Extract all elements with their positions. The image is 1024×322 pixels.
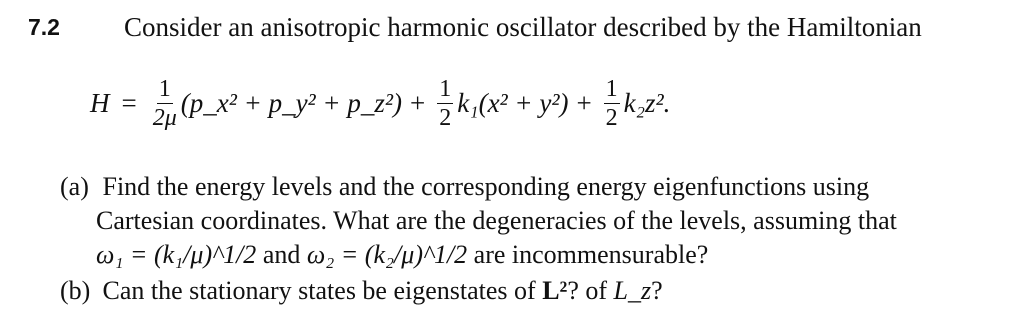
fraction-denominator: 2 [605,105,618,132]
part-b-line [60,276,663,306]
hamiltonian-equation [90,76,670,132]
part-b-text-lead: Can the stationary states be eigenstates of [102,276,536,305]
fraction-one-half [604,76,620,132]
part-b-label: (b) [60,276,91,305]
axial-potential-term: k₂z². [623,88,671,119]
fraction-one-over-two-mu [153,76,177,132]
plus-sign: + [576,88,592,119]
problem-intro: Consider an anisotropic harmonic oscillator described by the Hamiltonian [124,12,922,42]
transverse-potential-term: k₁(x² + y²) [457,88,569,119]
equals-sign: = [121,88,137,119]
fraction-numerator: 1 [437,76,453,104]
fraction-numerator: 1 [604,76,620,104]
equation-lhs: H [90,88,110,119]
plus-sign: + [409,88,426,119]
conjunction: and [262,240,301,269]
angular-momentum-z: L_z [613,276,652,305]
omega-two-definition: ω₂ = (k₂/μ)^1/2 [306,240,468,269]
fraction-denominator: 2μ [152,105,177,132]
momentum-term: (p_x² + p_y² + p_z²) [180,88,402,119]
part-b-text-tail: ? [651,276,663,305]
part-a-line-1 [60,172,869,202]
angular-momentum-squared: L² [542,276,568,305]
fraction-numerator: 1 [157,76,173,104]
part-b-text-mid: ? of [567,276,608,305]
part-a-question-tail: are incommensurable? [473,240,709,269]
part-a-text: Find the energy levels and the corresponding energy eigenfunctions using [102,172,870,201]
fraction-one-half [437,76,453,132]
omega-one-definition: ω₁ = (k₁/μ)^1/2 [96,240,257,269]
part-a-line-3 [96,240,708,270]
part-a-line-2: Cartesian coordinates. What are the degeneracies of the levels, assuming that [96,206,897,235]
problem-number: 7.2 [28,14,60,40]
part-a-label: (a) [60,172,89,201]
fraction-denominator: 2 [439,105,452,132]
